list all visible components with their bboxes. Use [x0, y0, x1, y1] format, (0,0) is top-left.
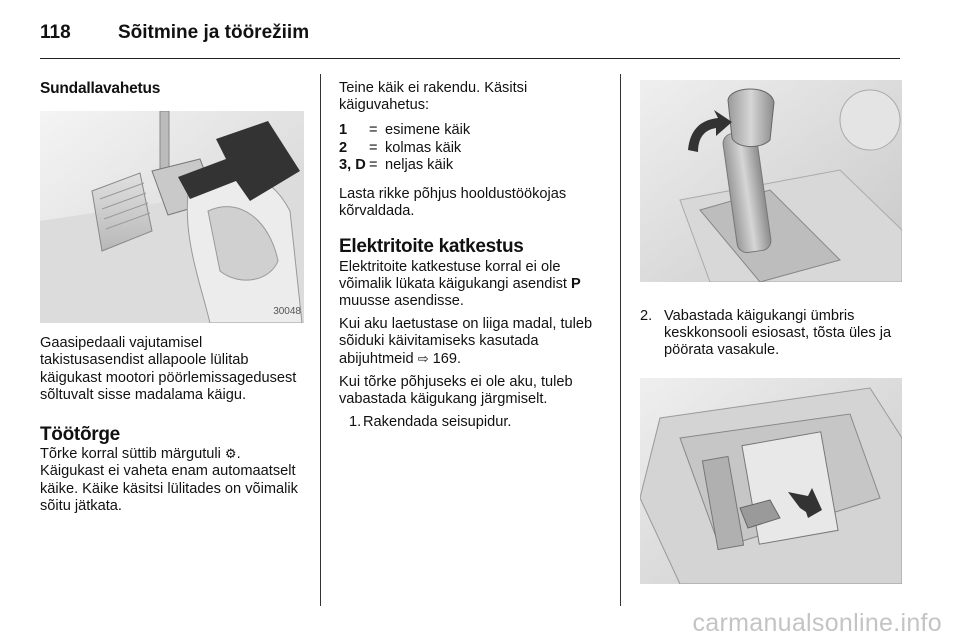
- gear-row: [339, 122, 470, 139]
- fault-heading: Töötõrge: [40, 424, 120, 446]
- gear-row: [339, 157, 470, 174]
- column-1: [40, 80, 304, 521]
- step-2: [640, 308, 908, 360]
- step-1-text: Rakendada seisupidur.: [363, 414, 512, 431]
- step-2-number: 2.: [640, 308, 653, 324]
- gear-equals: =: [369, 139, 378, 156]
- figure-console-release: [640, 378, 902, 584]
- transmission-warning-icon: ⚙: [224, 447, 237, 463]
- pedal-illustration: [40, 111, 304, 323]
- power-paragraph-3: Kui tõrke põhjuseks ei ole aku, tuleb vabastada käigukang järgmiselt.: [339, 373, 573, 408]
- gear-key: 3, D: [339, 156, 366, 173]
- power-failure-heading: Elektritoite katkestus: [339, 236, 524, 258]
- power-paragraph-1: [339, 259, 603, 311]
- chapter-title: Sõitmine ja töörežiim: [118, 22, 310, 43]
- gear-description: esimene käik: [385, 122, 471, 139]
- manual-shift-intro: Teine käik ei rakendu. Käsitsi käiguvahetus:: [339, 80, 528, 114]
- watermark-url[interactable]: carmanualsonline.info: [692, 609, 942, 637]
- gear-description: kolmas käik: [385, 139, 462, 156]
- gear-row: [339, 140, 470, 157]
- figure-gear-lever: [640, 80, 902, 282]
- column-2: [339, 80, 603, 431]
- gear-table: [339, 122, 470, 174]
- gear-equals: =: [369, 122, 378, 139]
- section-title-kickdown: Sundallavahetus: [40, 80, 161, 97]
- power-p1-after: muusse asendisse.: [339, 293, 464, 310]
- gear-key: 1: [339, 122, 348, 139]
- page-number: 118: [40, 22, 71, 43]
- fault-text-before: Tõrke korral süttib märgutuli: [40, 446, 225, 463]
- page-reference[interactable]: 169.: [428, 350, 462, 367]
- power-paragraph-2: [339, 316, 603, 368]
- figure-code: 30048: [273, 306, 301, 317]
- step-1-number: 1.: [349, 414, 362, 431]
- column-3: [640, 80, 908, 584]
- console-release-illustration: [640, 378, 902, 584]
- page-header: [40, 14, 900, 59]
- gear-lever-illustration: [640, 80, 902, 282]
- step-1: [339, 414, 603, 431]
- fault-paragraph: [40, 446, 304, 515]
- figure-kickdown-pedal: [40, 111, 304, 323]
- step-2-text: Vabastada käigukangi ümbris keskkonsooli esiosast, tõsta üles ja pöörata vasakule.: [664, 308, 892, 359]
- page-reference-icon: ⇨: [417, 351, 429, 367]
- gear-equals: =: [369, 156, 378, 173]
- fault-remedy: Lasta rikke põhjus hooldustöökojas kõrvaldada.: [339, 186, 567, 220]
- column-divider-2: [620, 74, 621, 606]
- power-p2-before: Kui aku laetustase on liiga madal, tuleb sõiduki käivitamiseks kasutada abijuhtmeid: [339, 316, 593, 367]
- gear-key: 2: [339, 139, 348, 156]
- fault-text-after: . Käigukast ei vaheta enam automaatselt käike. Käike käsitsi lülitades on võimalik sõitu jätkata.: [40, 446, 298, 514]
- power-p1-before: Elektritoite katkestuse korral ei ole võimalik lükata käigukangi asendist: [339, 258, 572, 292]
- gear-position-p: P: [571, 275, 581, 292]
- column-divider-1: [320, 74, 321, 606]
- kickdown-text: Gaasipedaali vajutamisel takistusasendist allapoole lülitab käigukast mootori pöörlemissagedusest sõltuvalt sisse madalama käigu.: [40, 335, 297, 403]
- gear-description: neljas käik: [385, 156, 454, 173]
